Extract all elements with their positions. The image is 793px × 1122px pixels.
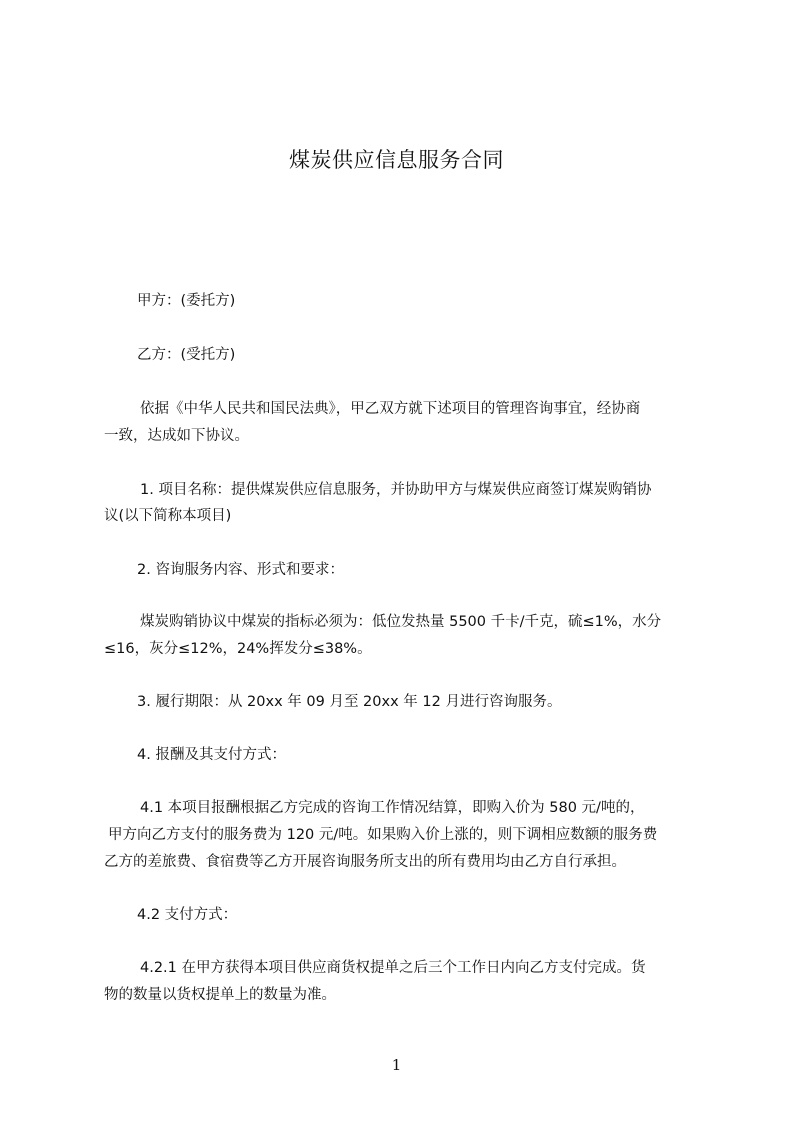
item4-2-1-line-2: 物的数量以货权提单上的数量为准。 bbox=[104, 987, 336, 1003]
item4-2-heading: 4.2 支付方式： bbox=[137, 907, 238, 923]
party-a-line: 甲方：(委托方) bbox=[137, 293, 236, 309]
item4-1-line-3: 乙方的差旅费、食宿费等乙方开展咨询服务所支出的所有费用均由乙方自行承担。 bbox=[104, 854, 626, 870]
intro-line-1: 依据《中华人民共和国民法典》，甲乙双方就下述项目的管理咨询事宜，经协商 bbox=[140, 401, 641, 417]
intro-line-2: 一致，达成如下协议。 bbox=[104, 428, 249, 444]
item1-line-1: 1. 项目名称：提供煤炭供应信息服务，并协助甲方与煤炭供应商签订煤炭购销协 bbox=[140, 482, 652, 498]
item4-1-line-2: 甲方向乙方支付的服务费为 120 元/吨。如果购入价上涨的，则下调相应数额的服务费 bbox=[108, 827, 658, 843]
party-b-line: 乙方：(受托方) bbox=[137, 347, 236, 363]
document-title: 煤炭供应信息服务合同 bbox=[289, 148, 504, 172]
coal-spec-line-1: 煤炭购销协议中煤炭的指标必须为：低位发热量 5500 千卡/千克，硫≤1%，水分 bbox=[140, 614, 662, 630]
item1-line-2: 议(以下简称本项目) bbox=[104, 508, 232, 524]
item4-2-1-line-1: 4.2.1 在甲方获得本项目供应商货权提单之后三个工作日内向乙方支付完成。货 bbox=[140, 960, 646, 976]
item2-heading: 2. 咨询服务内容、形式和要求： bbox=[137, 562, 344, 578]
item4-heading: 4. 报酬及其支付方式： bbox=[137, 747, 286, 763]
coal-spec-line-2: ≤16，灰分≤12%，24%挥发分≤38%。 bbox=[104, 641, 372, 657]
item4-1-line-1: 4.1 本项目报酬根据乙方完成的咨询工作情况结算，即购入价为 580 元/吨的， bbox=[140, 800, 645, 816]
page-number: 1 bbox=[391, 1056, 402, 1074]
item3-line: 3. 履行期限：从 20xx 年 09 月至 20xx 年 12 月进行咨询服务。 bbox=[137, 694, 562, 710]
